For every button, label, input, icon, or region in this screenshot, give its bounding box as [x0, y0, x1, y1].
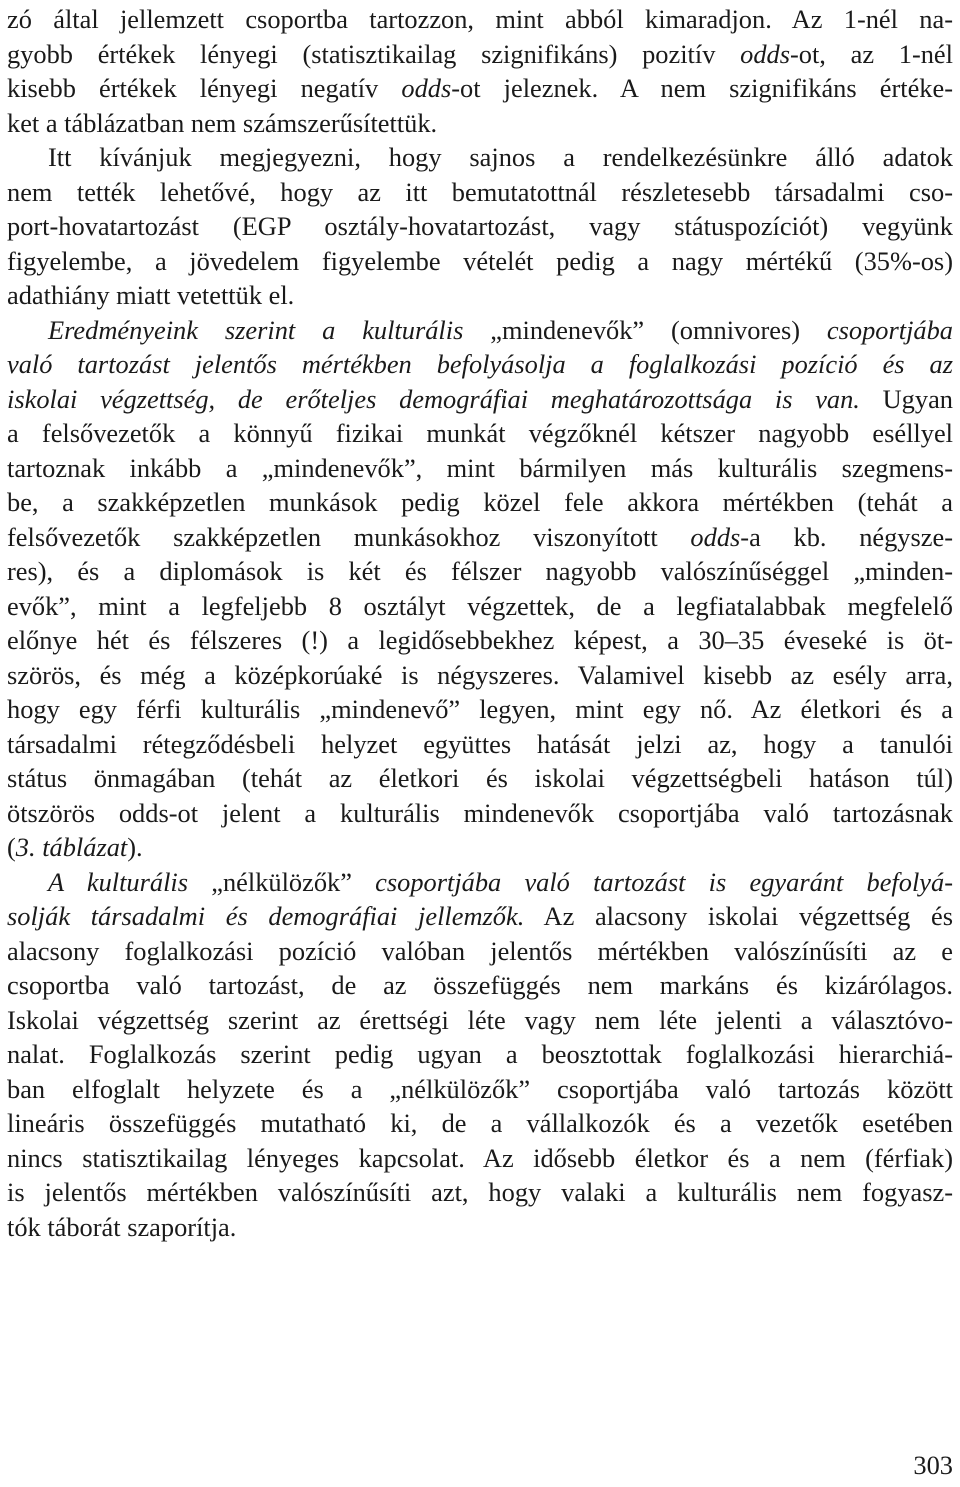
text-line: [7, 727, 953, 761]
text-run: státus önmagában (tehát az életkori és iskolai végzettségbeli hatáson túl): [7, 763, 953, 793]
text-line: [7, 416, 953, 450]
text-line: [7, 1037, 953, 1071]
page-number: 303: [913, 1450, 953, 1480]
text-line: [7, 1210, 953, 1244]
text-run: figyelembe, a jövedelem figyelembe vételét pedig a nagy mértékű (35%-os): [7, 245, 953, 276]
text-line: [7, 37, 953, 71]
text-line: [7, 451, 953, 485]
text-run: Iskolai végzettség szerint az érettségi léte vagy nem léte jelenti a választóvo-: [7, 1004, 953, 1035]
italic-text: odds: [690, 521, 741, 552]
italic-text: Eredményeink szerint a kulturális: [48, 314, 491, 345]
text-line: [7, 1072, 953, 1106]
text-run: (: [7, 832, 16, 862]
text-run: nincs statisztikailag lényeges kapcsolat. Az idősebb életkor és a nem (férfiak): [7, 1142, 953, 1173]
italic-text: A kulturális: [48, 866, 212, 897]
text-run: nem tették lehetővé, hogy az itt bemutatottnál részletesebb társadalmi cso-: [7, 176, 953, 207]
text-run: gyobb értékek lényegi (statisztikailag szignifikáns) pozitív: [7, 38, 741, 69]
text-line: [7, 968, 953, 1002]
text-run: res), és a diplomások is két és félszer nagyobb valószínűséggel „minden-: [7, 556, 953, 586]
text-run: tartoznak inkább a „mindenevők”, mint bármilyen más kulturális szegmens-: [7, 452, 953, 483]
text-line: [7, 347, 953, 381]
text-line: [7, 761, 953, 795]
text-run: tók táborát szaporítja.: [7, 1211, 237, 1242]
text-line: [7, 244, 953, 278]
text-line: [48, 140, 953, 174]
italic-text: odds: [740, 38, 790, 69]
text-run: Ugyan: [859, 383, 953, 414]
text-run: „nélkülözők”: [211, 866, 376, 897]
text-run: -ot jeleznek. A nem szignifikáns értéke-: [451, 73, 953, 103]
text-run: ötszörös odds-ot jelent a kulturális mindenevők csoportjába való tartozásnak: [7, 797, 953, 828]
text-run: evők”, mint a legfeljebb 8 osztályt végzettek, de a legfiatalabbak megfelelő: [7, 590, 953, 621]
italic-text: való tartozást jelentős mértékben befolyásolja a foglalkozási pozíció és az: [7, 349, 953, 379]
text-run: szörös, és még a középkorúaké is négyszeres. Valamivel kisebb az esély arra,: [7, 659, 953, 690]
text-run: felsővezetők szakképzetlen munkásokhoz viszonyított: [7, 521, 691, 552]
text-run: port-hovatartozást (EGP osztály-hovatartozást, vagy státuspozíciót) vegyünk: [7, 211, 953, 241]
text-line: [48, 865, 953, 899]
text-run: -ot, az 1-nél: [789, 38, 953, 69]
text-line: [7, 623, 953, 657]
text-run: lineáris összefüggés mutatható ki, de a vállalkozók és a vezetők esetében: [7, 1108, 953, 1138]
text-line: [7, 692, 953, 726]
text-line: [7, 658, 953, 692]
text-run: adathiány miatt vetettük el.: [7, 280, 295, 310]
text-run: is jelentős mértékben valószínűsíti azt, hogy valaki a kulturális nem fogyasz-: [7, 1177, 953, 1207]
text-line: [7, 796, 953, 830]
text-run: társadalmi rétegződésbeli helyzet együttes hatását jelzi az, hogy a tanulói: [7, 728, 953, 759]
italic-text: solják társadalmi és demográfiai jellemzők.: [7, 901, 525, 931]
text-run: „mindenevők” (omnivores): [490, 314, 827, 345]
text-run: -a kb. négysze-: [740, 521, 953, 552]
italic-text: csoportjába való tartozást is egyaránt befolyá-: [375, 866, 953, 897]
text-line: [7, 934, 953, 968]
text-line: [7, 589, 953, 623]
text-run: Itt kívánjuk megjegyezni, hogy sajnos a rendelkezésünkre álló adatok: [48, 142, 953, 172]
text-line: [7, 278, 953, 312]
italic-text: 3. táblázat: [15, 832, 128, 862]
text-run: Az alacsony iskolai végzettség és: [524, 901, 953, 931]
text-line: [7, 899, 953, 933]
text-line: [7, 209, 953, 243]
text-run: ket a táblázatban nem számszerűsítettük.: [7, 107, 438, 138]
text-line: [7, 175, 953, 209]
text-line: [7, 830, 953, 864]
text-run: ban elfoglalt helyzete és a „nélkülözők” csoportjába való tartozás között: [7, 1073, 953, 1104]
text-line: [7, 554, 953, 588]
text-run: hogy egy férfi kulturális „mindenevő” legyen, mint egy nő. Az életkori és a: [7, 694, 953, 724]
text-run: alacsony foglalkozási pozíció valóban jelentős mértékben valószínűsíti az e: [7, 935, 953, 966]
text-line: [48, 313, 953, 347]
text-run: zó által jellemzett csoportba tartozzon, mint abból kimaradjon. Az 1-nél na-: [7, 4, 953, 34]
text-line: [7, 71, 953, 105]
text-line: [7, 1175, 953, 1209]
text-run: előnye hét és félszeres (!) a legidősebbekhez képest, a 30–35 éveseké is öt-: [7, 625, 953, 655]
text-line: [7, 382, 953, 416]
text-run: csoportba való tartozást, de az összefüggés nem markáns és kizárólagos.: [7, 970, 953, 1000]
text-run: nalat. Foglalkozás szerint pedig ugyan a beosztottak foglalkozási hierarchiá-: [7, 1039, 953, 1069]
text-run: ).: [127, 832, 143, 862]
text-run: kisebb értékek lényegi negatív: [7, 73, 402, 103]
text-run: be, a szakképzetlen munkások pedig közel fele akkora mértékben (tehát a: [7, 487, 953, 517]
italic-text: csoportjába: [826, 314, 953, 345]
italic-text: odds: [401, 73, 452, 103]
text-line: [7, 1141, 953, 1175]
text-line: [7, 485, 953, 519]
text-line: [7, 1003, 953, 1037]
text-line: [7, 520, 953, 554]
text-line: [7, 2, 953, 36]
text-line: [7, 1106, 953, 1140]
text-line: [7, 106, 953, 140]
text-run: a felsővezetők a könnyű fizikai munkát végzőknél kétszer nagyobb eséllyel: [7, 418, 953, 448]
italic-text: iskolai végzettség, de erőteljes demográfiai meghatározottsága is van.: [7, 383, 860, 414]
